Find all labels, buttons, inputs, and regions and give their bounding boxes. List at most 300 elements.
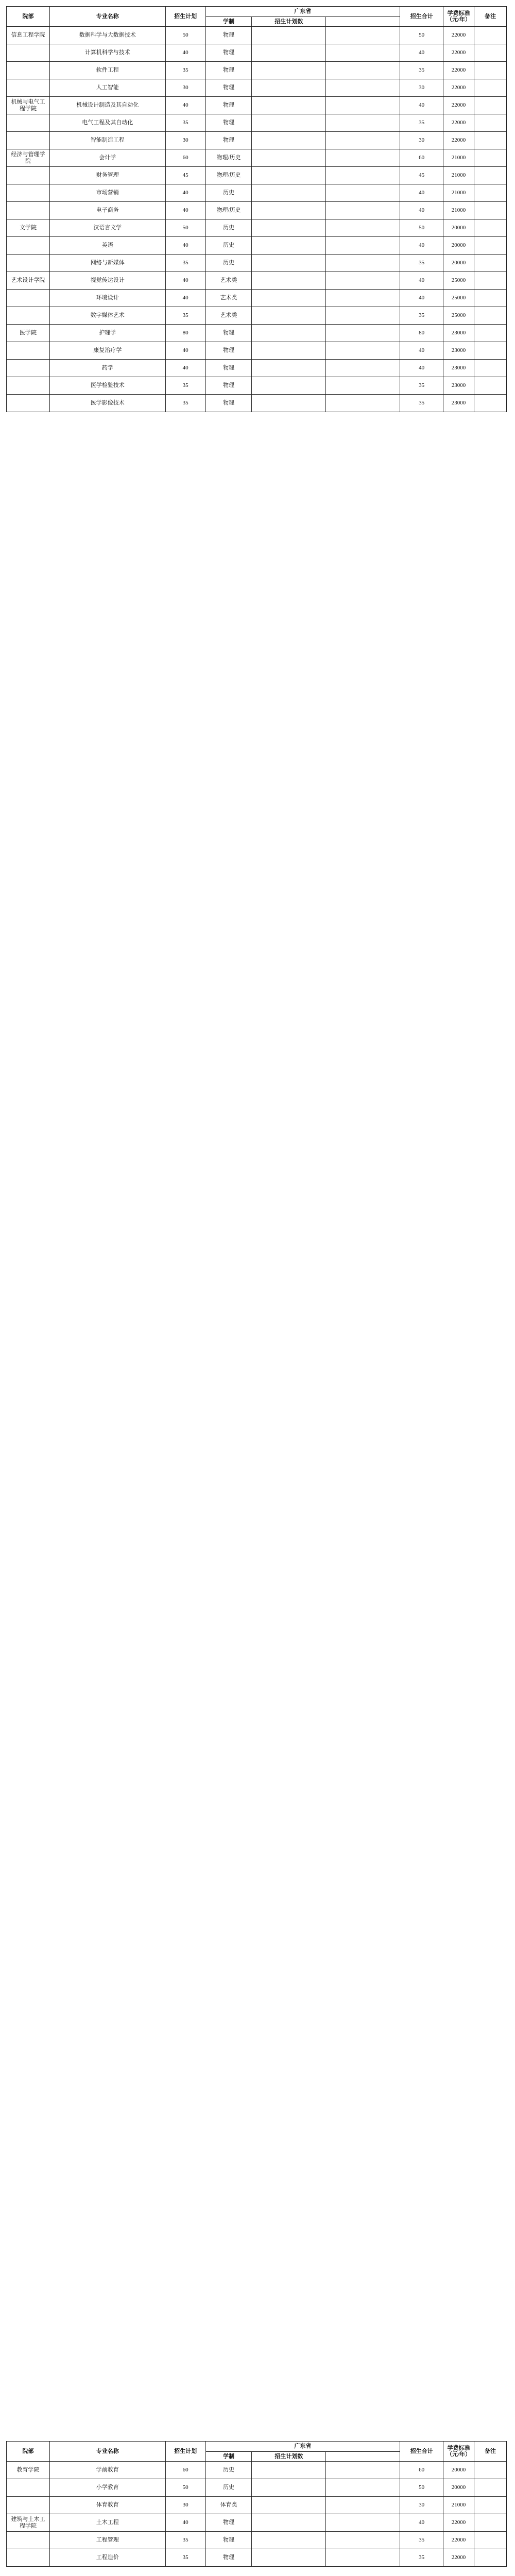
cell-plan: 50 xyxy=(165,219,205,237)
cell-major: 人工智能 xyxy=(49,79,165,97)
cell-fund-a xyxy=(252,2479,326,2497)
cell-total: 50 xyxy=(400,219,443,237)
header-total-2: 招生合计 xyxy=(400,2442,443,2462)
cell-major: 小学教育 xyxy=(49,2479,165,2497)
cell-major: 数据科学与大数据技术 xyxy=(49,27,165,44)
cell-plan: 35 xyxy=(165,2532,205,2549)
cell-dept xyxy=(7,167,50,184)
cell-major: 医学影像技术 xyxy=(49,395,165,412)
cell-subject: 物理/历史 xyxy=(205,202,252,219)
cell-subject: 物理 xyxy=(205,2549,252,2567)
cell-dept: 信息工程学院 xyxy=(7,27,50,44)
cell-fund-a xyxy=(252,272,326,290)
cell-fee: 21000 xyxy=(443,167,474,184)
cell-plan: 40 xyxy=(165,360,205,377)
cell-dept: 医学院 xyxy=(7,325,50,342)
cell-major: 医学检验技术 xyxy=(49,377,165,395)
cell-plan: 80 xyxy=(165,325,205,342)
cell-fund-a xyxy=(252,62,326,79)
cell-fund-b xyxy=(326,2479,400,2497)
cell-plan: 50 xyxy=(165,27,205,44)
cell-remark xyxy=(474,219,506,237)
cell-fund-a xyxy=(252,79,326,97)
table-row xyxy=(7,272,507,290)
cell-remark xyxy=(474,79,506,97)
header-cap: 学费标准（元/年） xyxy=(443,7,474,27)
cell-total: 30 xyxy=(400,2497,443,2514)
cell-fee: 23000 xyxy=(443,377,474,395)
cell-subject: 历史 xyxy=(205,219,252,237)
cell-fund-a xyxy=(252,114,326,132)
table-row xyxy=(7,237,507,255)
cell-remark xyxy=(474,44,506,62)
cell-fund-a xyxy=(252,27,326,44)
table-row xyxy=(7,114,507,132)
cell-total: 40 xyxy=(400,272,443,290)
cell-fee: 20000 xyxy=(443,2479,474,2497)
cell-total: 35 xyxy=(400,2549,443,2567)
cell-major: 电气工程及其自动化 xyxy=(49,114,165,132)
plan-table-1-body xyxy=(7,27,507,412)
cell-major: 工程管理 xyxy=(49,2532,165,2549)
cell-plan: 40 xyxy=(165,97,205,114)
plan-sheet-2 xyxy=(6,2441,507,2576)
cell-fee: 23000 xyxy=(443,395,474,412)
cell-plan: 30 xyxy=(165,132,205,149)
cell-dept: 教育学院 xyxy=(7,2462,50,2479)
cell-fund-a xyxy=(252,237,326,255)
cell-fee: 21000 xyxy=(443,202,474,219)
cell-fund-b xyxy=(326,149,400,167)
cell-total: 40 xyxy=(400,237,443,255)
cell-major: 体育教育 xyxy=(49,2497,165,2514)
cell-fee: 20000 xyxy=(443,219,474,237)
cell-subject: 艺术类 xyxy=(205,290,252,307)
cell-remark xyxy=(474,360,506,377)
cell-subject: 物理/历史 xyxy=(205,149,252,167)
cell-plan: 35 xyxy=(165,255,205,272)
cell-dept xyxy=(7,44,50,62)
cell-fee: 25000 xyxy=(443,272,474,290)
header-dept-2: 院部 xyxy=(7,2442,50,2462)
cell-remark xyxy=(474,167,506,184)
cell-subject: 物理 xyxy=(205,360,252,377)
cell-fund-b xyxy=(326,395,400,412)
cell-major: 电子商务 xyxy=(49,202,165,219)
cell-fund-a xyxy=(252,167,326,184)
table-row xyxy=(7,307,507,325)
cell-fund-a xyxy=(252,202,326,219)
cell-fund-a xyxy=(252,377,326,395)
cell-major: 市场营销 xyxy=(49,184,165,202)
cell-subject: 物理/历史 xyxy=(205,167,252,184)
cell-fund-b xyxy=(326,360,400,377)
cell-total: 40 xyxy=(400,44,443,62)
cell-fund-a xyxy=(252,184,326,202)
cell-remark xyxy=(474,114,506,132)
cell-total: 35 xyxy=(400,377,443,395)
cell-fund-b xyxy=(326,27,400,44)
cell-plan: 35 xyxy=(165,62,205,79)
cell-dept: 文学院 xyxy=(7,219,50,237)
cell-fund-a xyxy=(252,2532,326,2549)
cell-major: 智能制造工程 xyxy=(49,132,165,149)
cell-total: 35 xyxy=(400,114,443,132)
cell-fee: 22000 xyxy=(443,44,474,62)
cell-dept xyxy=(7,342,50,360)
cell-major: 土木工程 xyxy=(49,2514,165,2532)
cell-total: 30 xyxy=(400,132,443,149)
cell-major: 药学 xyxy=(49,360,165,377)
cell-dept xyxy=(7,62,50,79)
cell-major: 机械设计制造及其自动化 xyxy=(49,97,165,114)
cell-fee: 21000 xyxy=(443,149,474,167)
cell-fund-a xyxy=(252,2549,326,2567)
cell-plan: 35 xyxy=(165,114,205,132)
cell-dept xyxy=(7,377,50,395)
cell-remark xyxy=(474,290,506,307)
cell-fund-b xyxy=(326,2462,400,2479)
cell-dept xyxy=(7,202,50,219)
cell-major: 数字媒体艺术 xyxy=(49,307,165,325)
cell-total: 30 xyxy=(400,79,443,97)
cell-total: 40 xyxy=(400,360,443,377)
cell-major: 软件工程 xyxy=(49,62,165,79)
cell-total: 60 xyxy=(400,149,443,167)
cell-total: 50 xyxy=(400,2479,443,2497)
header-fund-b xyxy=(326,16,400,27)
cell-fund-a xyxy=(252,219,326,237)
cell-plan: 30 xyxy=(165,79,205,97)
cell-fee: 22000 xyxy=(443,79,474,97)
cell-dept xyxy=(7,2549,50,2567)
cell-plan: 60 xyxy=(165,149,205,167)
cell-subject: 艺术类 xyxy=(205,307,252,325)
cell-subject: 历史 xyxy=(205,255,252,272)
cell-remark xyxy=(474,27,506,44)
cell-fund-b xyxy=(326,2532,400,2549)
table-row xyxy=(7,167,507,184)
cell-subject: 物理 xyxy=(205,377,252,395)
cell-fund-b xyxy=(326,79,400,97)
cell-fund-a xyxy=(252,290,326,307)
cell-fund-a xyxy=(252,2514,326,2532)
cell-subject: 物理 xyxy=(205,44,252,62)
plan-table-2-body xyxy=(7,2462,507,2567)
table-row xyxy=(7,97,507,114)
table-row xyxy=(7,360,507,377)
cell-major: 财务管理 xyxy=(49,167,165,184)
cell-major: 网络与新媒体 xyxy=(49,255,165,272)
table-row xyxy=(7,132,507,149)
cell-dept xyxy=(7,184,50,202)
cell-total: 40 xyxy=(400,184,443,202)
table-row xyxy=(7,342,507,360)
cell-plan: 40 xyxy=(165,202,205,219)
cell-total: 40 xyxy=(400,342,443,360)
cell-plan: 35 xyxy=(165,377,205,395)
cell-dept xyxy=(7,114,50,132)
header-code: 招生计划 xyxy=(165,7,205,27)
table-row xyxy=(7,62,507,79)
cell-major: 计算机科学与技术 xyxy=(49,44,165,62)
cell-fund-b xyxy=(326,132,400,149)
cell-dept xyxy=(7,307,50,325)
table-row xyxy=(7,377,507,395)
cell-total: 60 xyxy=(400,2462,443,2479)
cell-fee: 22000 xyxy=(443,114,474,132)
cell-fee: 22000 xyxy=(443,97,474,114)
cell-major: 视觉传达设计 xyxy=(49,272,165,290)
cell-plan: 35 xyxy=(165,395,205,412)
table-row xyxy=(7,2549,507,2567)
cell-remark xyxy=(474,2479,506,2497)
cell-fee: 25000 xyxy=(443,290,474,307)
cell-fund-a xyxy=(252,342,326,360)
header-dept: 院部 xyxy=(7,7,50,27)
cell-total: 35 xyxy=(400,62,443,79)
cell-remark xyxy=(474,2514,506,2532)
cell-fee: 22000 xyxy=(443,2514,474,2532)
cell-fund-a xyxy=(252,2462,326,2479)
table-row xyxy=(7,2514,507,2532)
cell-fee: 22000 xyxy=(443,62,474,79)
cell-remark xyxy=(474,342,506,360)
cell-subject: 历史 xyxy=(205,2462,252,2479)
cell-dept: 经济与管理学院 xyxy=(7,149,50,167)
cell-fee: 22000 xyxy=(443,2532,474,2549)
cell-fee: 23000 xyxy=(443,325,474,342)
cell-remark xyxy=(474,237,506,255)
cell-subject: 物理 xyxy=(205,325,252,342)
cell-fee: 22000 xyxy=(443,27,474,44)
cell-fund-b xyxy=(326,290,400,307)
header-subject: 学制 xyxy=(205,16,252,27)
header-remark: 备注 xyxy=(474,7,506,27)
cell-remark xyxy=(474,132,506,149)
cell-plan: 40 xyxy=(165,272,205,290)
cell-fund-b xyxy=(326,184,400,202)
cell-fee: 22000 xyxy=(443,132,474,149)
cell-remark xyxy=(474,325,506,342)
table-row xyxy=(7,44,507,62)
header-major: 专业名称 xyxy=(49,7,165,27)
header-remark-2: 备注 xyxy=(474,2442,506,2462)
cell-fund-b xyxy=(326,325,400,342)
cell-fund-b xyxy=(326,97,400,114)
cell-plan: 40 xyxy=(165,184,205,202)
cell-fund-b xyxy=(326,62,400,79)
cell-fee: 20000 xyxy=(443,255,474,272)
cell-fund-b xyxy=(326,255,400,272)
cell-major: 学前教育 xyxy=(49,2462,165,2479)
cell-total: 80 xyxy=(400,325,443,342)
table-row xyxy=(7,325,507,342)
cell-fund-a xyxy=(252,44,326,62)
cell-remark xyxy=(474,97,506,114)
table-row xyxy=(7,255,507,272)
cell-fund-b xyxy=(326,202,400,219)
cell-total: 40 xyxy=(400,2514,443,2532)
cell-major: 英语 xyxy=(49,237,165,255)
cell-remark xyxy=(474,377,506,395)
cell-dept xyxy=(7,395,50,412)
plan-table-1 xyxy=(6,6,507,412)
cell-fee: 20000 xyxy=(443,2462,474,2479)
cell-fund-b xyxy=(326,272,400,290)
cell-remark xyxy=(474,149,506,167)
cell-remark xyxy=(474,2462,506,2479)
cell-fund-a xyxy=(252,255,326,272)
cell-fund-a xyxy=(252,395,326,412)
cell-fee: 23000 xyxy=(443,342,474,360)
cell-fund-b xyxy=(326,237,400,255)
cell-total: 35 xyxy=(400,255,443,272)
cell-plan: 40 xyxy=(165,342,205,360)
cell-total: 35 xyxy=(400,2532,443,2549)
cell-fund-b xyxy=(326,2549,400,2567)
cell-subject: 物理 xyxy=(205,62,252,79)
cell-dept xyxy=(7,2532,50,2549)
cell-plan: 40 xyxy=(165,2514,205,2532)
cell-plan: 40 xyxy=(165,290,205,307)
cell-dept xyxy=(7,255,50,272)
cell-subject: 物理 xyxy=(205,114,252,132)
header-code-2: 招生计划 xyxy=(165,2442,205,2462)
cell-remark xyxy=(474,2497,506,2514)
cell-dept: 艺术设计学院 xyxy=(7,272,50,290)
cell-major: 会计学 xyxy=(49,149,165,167)
cell-major: 汉语言文学 xyxy=(49,219,165,237)
cell-plan: 35 xyxy=(165,307,205,325)
cell-subject: 物理 xyxy=(205,2532,252,2549)
cell-fund-b xyxy=(326,44,400,62)
header-fund-a-2: 招生计划数 xyxy=(252,2451,326,2462)
cell-major: 康复治疗学 xyxy=(49,342,165,360)
table-row xyxy=(7,395,507,412)
cell-remark xyxy=(474,202,506,219)
cell-subject: 物理 xyxy=(205,97,252,114)
header-subject-2: 学制 xyxy=(205,2451,252,2462)
table-row xyxy=(7,202,507,219)
cell-fund-b xyxy=(326,219,400,237)
table-row xyxy=(7,79,507,97)
cell-plan: 35 xyxy=(165,2549,205,2567)
cell-plan: 40 xyxy=(165,237,205,255)
cell-fund-a xyxy=(252,149,326,167)
cell-total: 35 xyxy=(400,395,443,412)
header-total: 招生合计 xyxy=(400,7,443,27)
cell-subject: 历史 xyxy=(205,2479,252,2497)
cell-remark xyxy=(474,184,506,202)
cell-fee: 21000 xyxy=(443,2497,474,2514)
cell-total: 50 xyxy=(400,27,443,44)
cell-fund-a xyxy=(252,97,326,114)
cell-dept xyxy=(7,79,50,97)
cell-remark xyxy=(474,307,506,325)
cell-total: 40 xyxy=(400,97,443,114)
cell-fund-b xyxy=(326,2514,400,2532)
cell-subject: 物理 xyxy=(205,132,252,149)
header-amount-group-2: 广东省 xyxy=(205,2442,400,2452)
cell-remark xyxy=(474,2549,506,2567)
cell-plan: 40 xyxy=(165,44,205,62)
table-row xyxy=(7,2532,507,2549)
header-amount-group: 广东省 xyxy=(205,7,400,17)
cell-remark xyxy=(474,2532,506,2549)
cell-fund-a xyxy=(252,132,326,149)
cell-dept xyxy=(7,2497,50,2514)
table-row xyxy=(7,149,507,167)
cell-subject: 物理 xyxy=(205,342,252,360)
cell-remark xyxy=(474,255,506,272)
table-row xyxy=(7,2462,507,2479)
cell-fund-a xyxy=(252,2497,326,2514)
cell-subject: 历史 xyxy=(205,184,252,202)
cell-subject: 物理 xyxy=(205,79,252,97)
cell-total: 45 xyxy=(400,167,443,184)
table-row xyxy=(7,290,507,307)
cell-major: 工程造价 xyxy=(49,2549,165,2567)
cell-remark xyxy=(474,395,506,412)
plan-sheet-1 xyxy=(6,6,507,412)
header-major-2: 专业名称 xyxy=(49,2442,165,2462)
table-row xyxy=(7,219,507,237)
header-cap-2: 学费标准（元/年） xyxy=(443,2442,474,2462)
cell-plan: 45 xyxy=(165,167,205,184)
cell-plan: 30 xyxy=(165,2497,205,2514)
plan-table-2 xyxy=(6,2441,507,2567)
table-row xyxy=(7,2479,507,2497)
cell-major: 护理学 xyxy=(49,325,165,342)
cell-fund-b xyxy=(326,342,400,360)
cell-fee: 20000 xyxy=(443,237,474,255)
cell-dept xyxy=(7,132,50,149)
cell-fee: 21000 xyxy=(443,184,474,202)
cell-fund-b xyxy=(326,2497,400,2514)
cell-total: 40 xyxy=(400,290,443,307)
cell-plan: 50 xyxy=(165,2479,205,2497)
cell-fund-b xyxy=(326,307,400,325)
table-row xyxy=(7,27,507,44)
cell-fee: 22000 xyxy=(443,2549,474,2567)
cell-major: 环境设计 xyxy=(49,290,165,307)
cell-fee: 23000 xyxy=(443,360,474,377)
cell-plan: 60 xyxy=(165,2462,205,2479)
cell-dept xyxy=(7,290,50,307)
header-fund-a: 招生计划数 xyxy=(252,16,326,27)
cell-remark xyxy=(474,62,506,79)
cell-subject: 历史 xyxy=(205,237,252,255)
cell-fund-b xyxy=(326,377,400,395)
cell-subject: 物理 xyxy=(205,27,252,44)
cell-subject: 物理 xyxy=(205,395,252,412)
cell-subject: 物理 xyxy=(205,2514,252,2532)
cell-fund-b xyxy=(326,167,400,184)
cell-dept: 机械与电气工程学院 xyxy=(7,97,50,114)
cell-remark xyxy=(474,272,506,290)
cell-dept xyxy=(7,2479,50,2497)
cell-fund-b xyxy=(326,114,400,132)
cell-fund-a xyxy=(252,360,326,377)
table-row xyxy=(7,184,507,202)
cell-fund-a xyxy=(252,325,326,342)
cell-dept xyxy=(7,237,50,255)
header-fund-b-2 xyxy=(326,2451,400,2462)
cell-dept: 建筑与土木工程学院 xyxy=(7,2514,50,2532)
cell-fee: 25000 xyxy=(443,307,474,325)
table-row xyxy=(7,2497,507,2514)
